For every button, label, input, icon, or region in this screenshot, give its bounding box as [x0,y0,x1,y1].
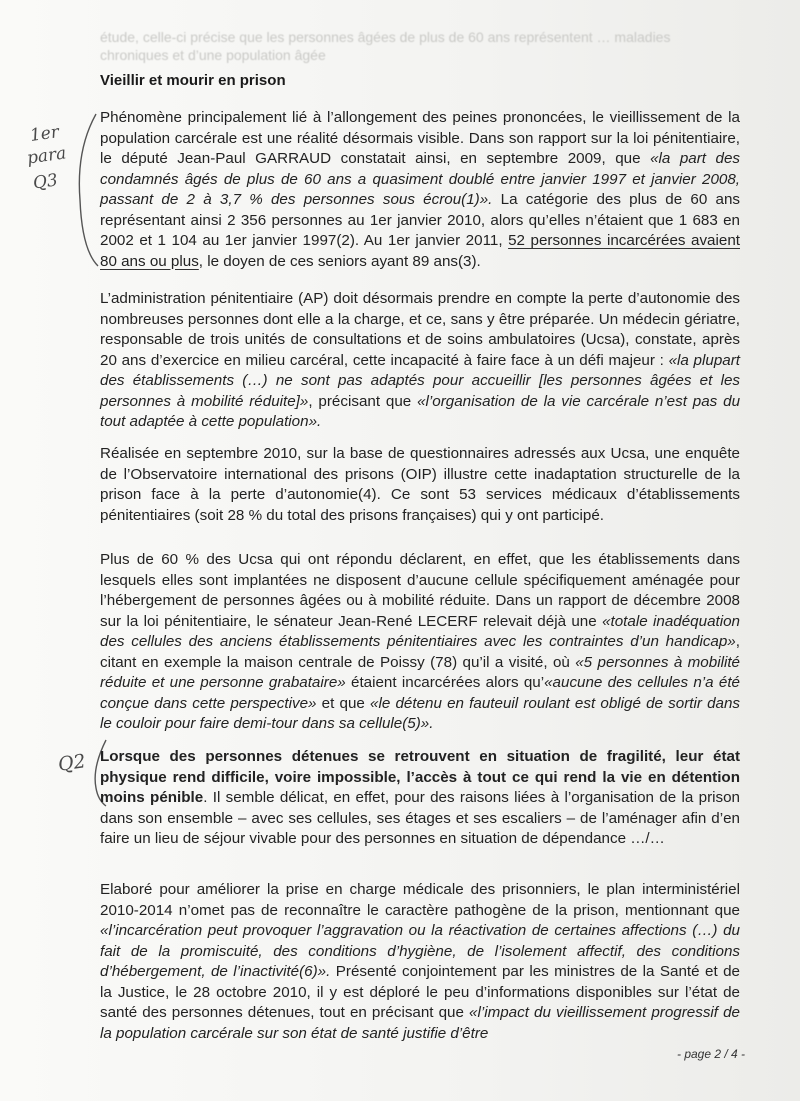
p1-quote: «la part des condamnés âgés de plus de 60 ans a quasiment doublé entre janvier 1997 et janvier 2008, passant de 2 à 3,7 % des personnes sous écrou(1)». [100,150,740,208]
p1-text-b: La catégorie des plus de 60 ans représentant ainsi 2 356 personnes au 1er janvier 2010, alors qu’elles n’étaient que 1 683 en 2002 et 1 104 au 1er janvier 1997(2). Au 1er janvier 2011, [100,191,740,249]
p6-text-b: Présenté conjointement par les ministres de la Santé et de la Justice, le 28 octobre 2010, il y est déploré le peu d’informations disponibles sur l’état de santé des personnes détenues, tout en précisant que [100,963,740,1021]
p4-text-d: et que [316,694,371,712]
margin-note-para: para [25,143,68,169]
p4-quote-3: «aucune des cellules n’a été conçue dans cette perspective» [100,674,740,712]
p4-text-c: étaient incarcérées alors qu’ [345,674,545,691]
paragraph-6 [100,880,740,1044]
paragraph-3: Réalisée en septembre 2010, sur la base de questionnaires adressés aux Ucsa, une enquête de l’Observatoire international des prisons (OIP) illustre cette inadaptation structurelle de la prison face à la perte d’autonomie(4). Ce sont 53 services médicaux d’établissements pénitentiaires (soit 28 % du total des prisons françaises) qui y ont participé. [100,445,740,524]
p1-text-a: Phénomène principalement lié à l’allongement des peines prononcées, le vieillissement de la population carcérale est une réalité désormais visible. Dans son rapport sur la loi pénitentiaire, le député Jean-Paul GARRAUD constatait ainsi, en septembre 2009, que [100,109,740,167]
margin-note-1er: 1er [28,122,61,146]
margin-note-q3: Q3 [31,170,60,194]
p4-quote-2: «5 personnes à mobilité réduite et une personne grabataire» [100,653,740,691]
p6-text-a: Elaboré pour améliorer la prise en charge médicale des prisonniers, le plan interministériel 2010-2014 n’omet pas de reconnaître le caractère pathogène de la prison, mentionnant que [100,881,740,919]
p4-text-a: Plus de 60 % des Ucsa qui ont répondu déclarent, en effet, que les établissements dans lesquels elles sont implantées ne disposent d’aucune cellule spécifiquement aménagée pour l’hébergement de personnes âgées ou à mobilité réduite. Dans un rapport de décembre 2008 sur la loi pénitentiaire, le sénateur Jean-René LECERF relevait déjà une [100,551,740,630]
p2-text-a: L’administration pénitentiaire (AP) doit désormais prendre en compte la perte d’autonomie des nombreuses personnes dont elle a la charge, et ce, sans y être préparée. Un médecin gériatre, responsable de trois unités de consultations et de soins ambulatoires (Ucsa), constate, après 20 ans d’exercice en milieu carcéral, cette incapacité à faire face à un défi majeur : [100,290,740,369]
p4-quote-1: «totale inadéquation des cellules des anciens établissements pénitentiaires avec les contraintes d’un handicap» [100,612,740,650]
p4-text-b: , citant en exemple la maison centrale de Poissy (78) qu’il a visité, où [100,633,740,671]
paragraph-2 [100,289,740,433]
p5-bold-text: Lorsque des personnes détenues se retrouvent en situation de fragilité, leur état physique rend difficile, voire impossible, l’accès à tout ce qui rend la vie en détention moins pénible [100,748,740,806]
bleed-through-text: étude, celle-ci précise que les personnes âgées de plus de 60 ans représentent … maladies chroniques et d’une population âgée [100,29,671,63]
p2-text-b: , précisant que [308,392,418,410]
margin-bracket-1 [72,110,102,270]
margin-note-q2: Q2 [56,750,88,776]
p6-quote-1: «l’incarcération peut provoquer l’aggravation ou la réactivation de certaines affections (…) du fait de la promiscuité, des conditions d’hygiène, de l’isolement affectif, des conditions d’hébergement, de l’inactivité(6)». [100,922,740,980]
paragraph-5 [100,747,740,850]
p1-text-c: , le doyen de ces seniors ayant 89 ans(3). [198,252,481,270]
p2-quote-2: «l’organisation de la vie carcérale n’est pas du tout adaptée à cette population». [100,392,741,430]
page-number: - page 2 / 4 - [677,1047,746,1061]
p2-quote-1: «la plupart des établissements (…) ne sont pas adaptés pour accueillir [les personnes âgées et les personnes à mobilité réduite]» [100,351,740,410]
document-title: Vieillir et mourir en prison [100,72,286,89]
p4-quote-4: «le détenu en fauteuil roulant est obligé de sortir dans le couloir pour faire demi-tour dans sa cellule(5)». [100,694,741,732]
paragraph-4 [100,550,740,735]
p6-quote-2: «l’impact du vieillissement progressif de la population carcérale sur son état de santé justifie d’être [100,1004,740,1042]
p1-underlined: 52 personnes incarcérées avaient 80 ans ou plus [100,232,740,270]
paragraph-1 [100,108,740,272]
p5-text: . Il semble délicat, en effet, pour des raisons liées à l’organisation de la prison dans son ensemble – avec ses cellules, ses étages et ses escaliers – de l’aménager afin d’en faire un lieu de séjour vivable pour des personnes en situation de dépendance …/… [100,789,740,847]
